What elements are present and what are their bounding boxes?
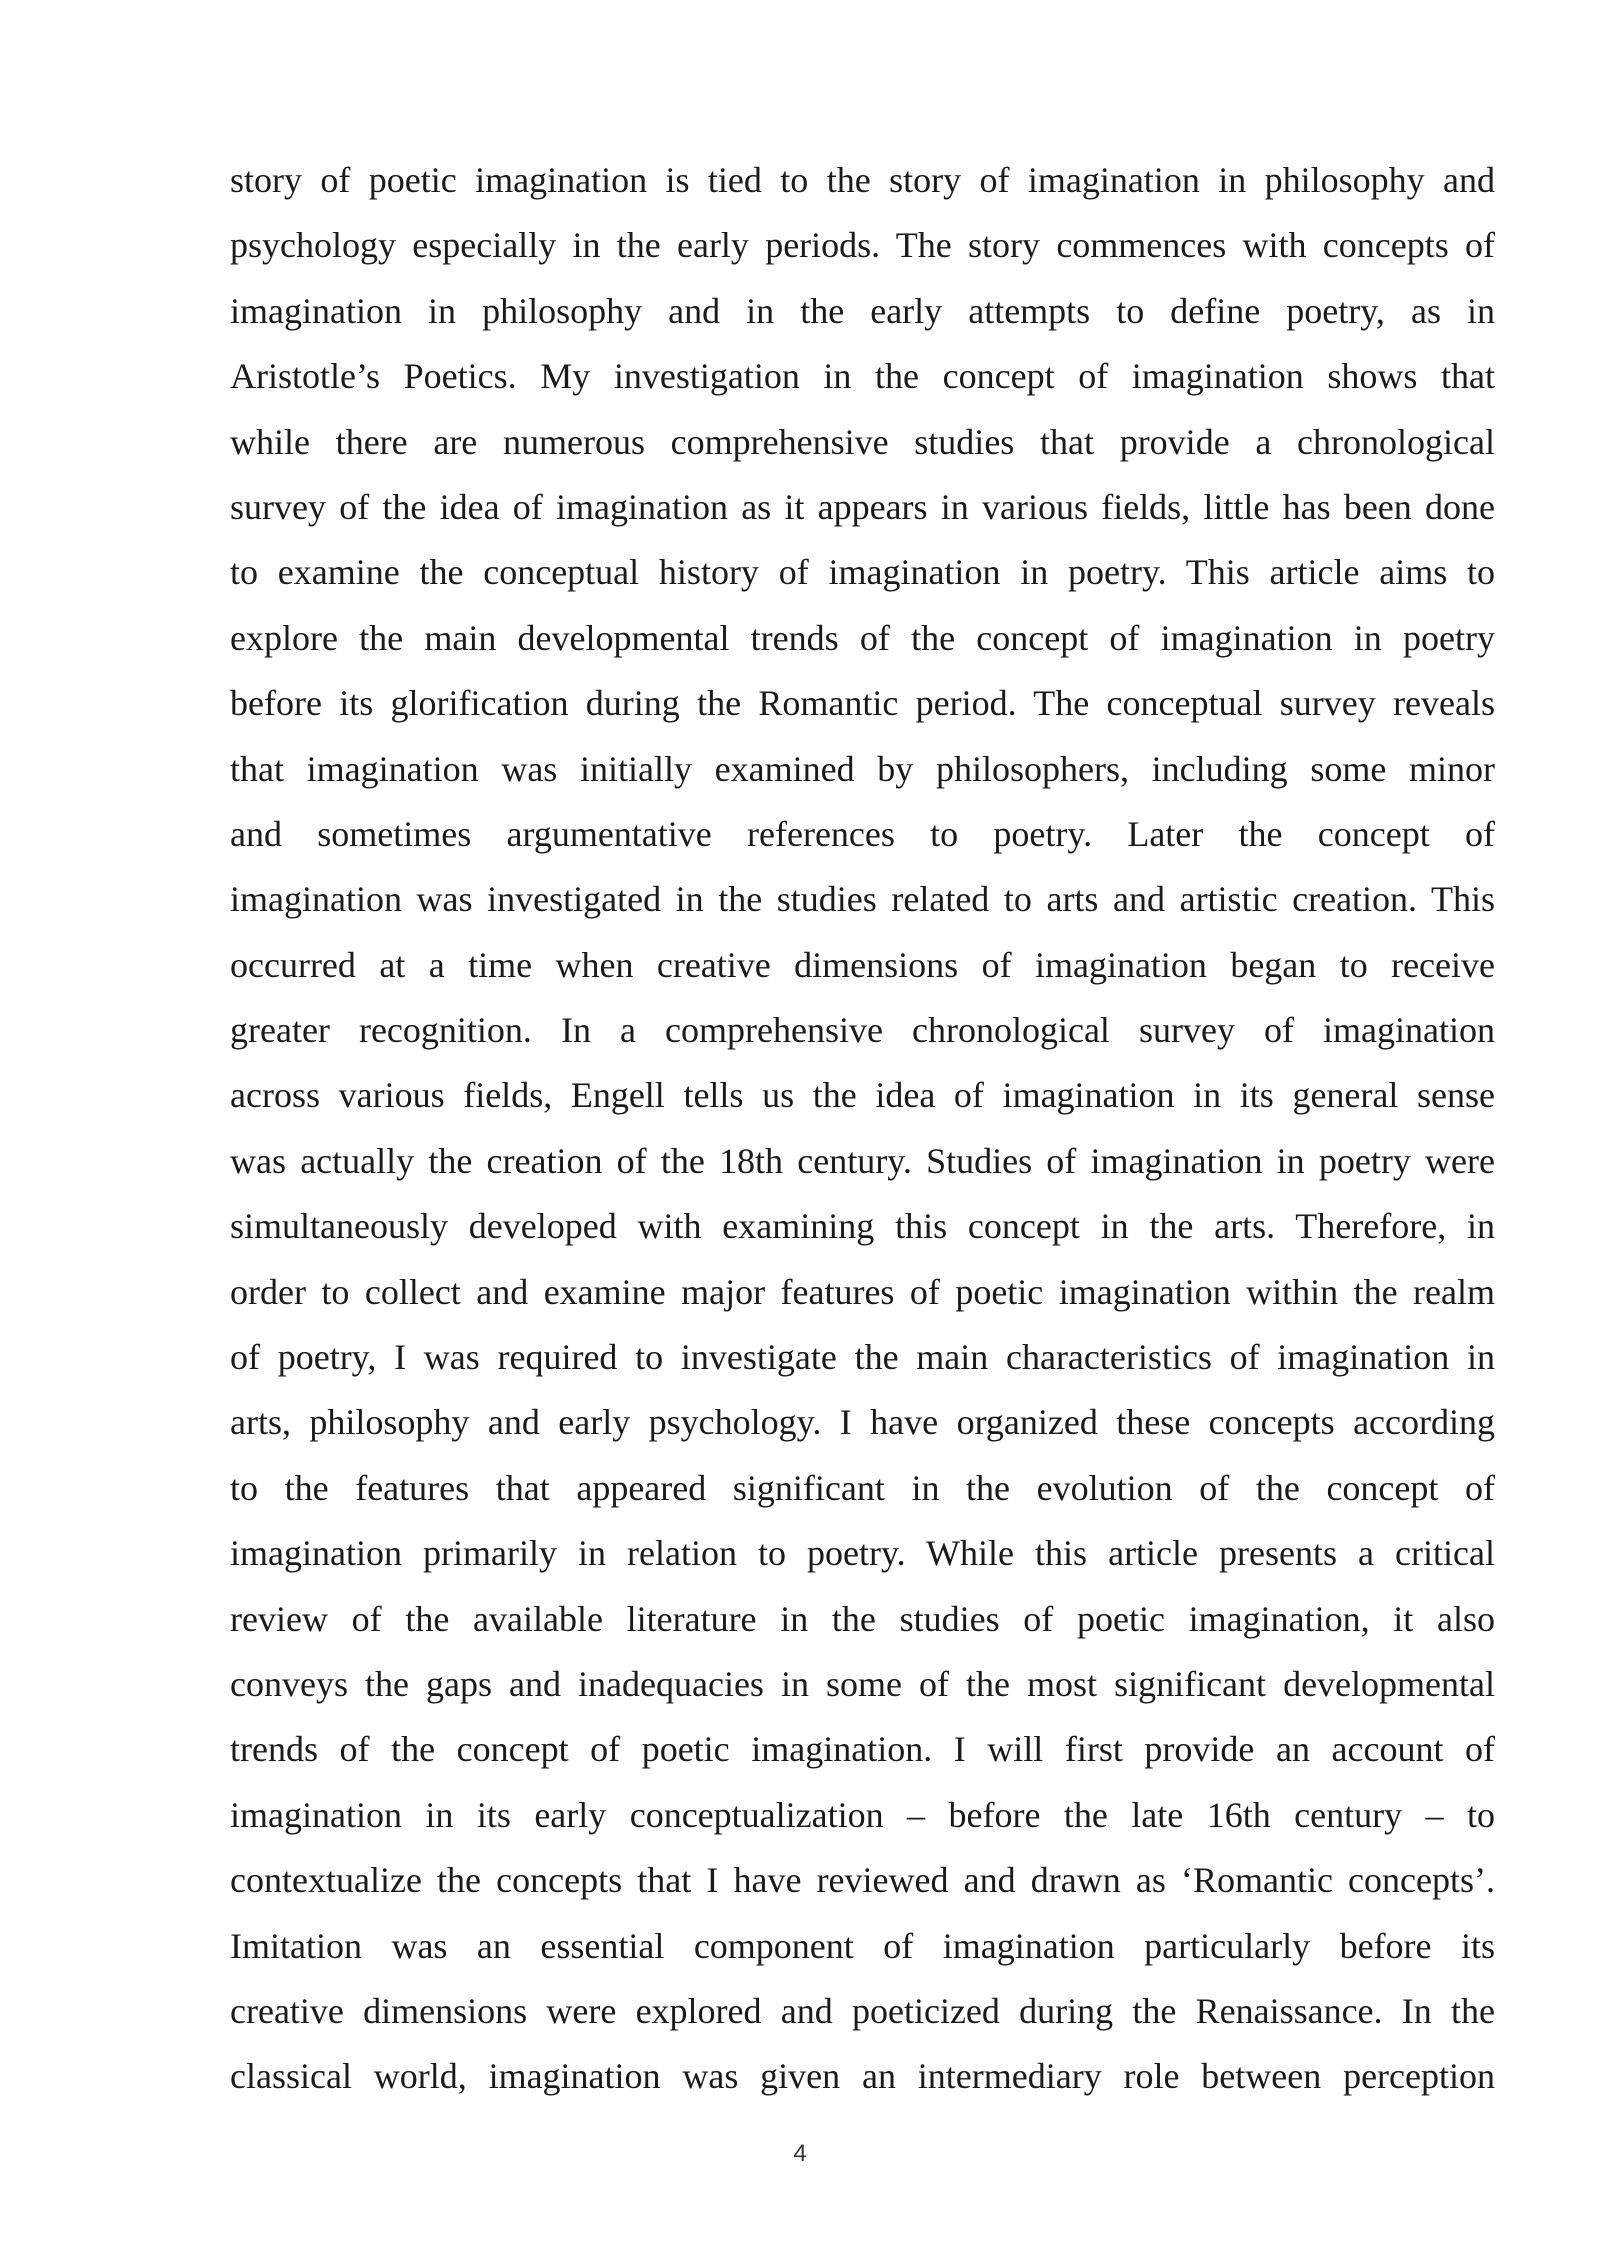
text-line: Aristotle’s Poetics. My investigation in the concept of imagination shows that: [230, 356, 1495, 397]
text-line: story of poetic imagination is tied to the story of imagination in philosophy and: [230, 160, 1495, 200]
text-line: to the features that appeared significant in the evolution of the concept of: [230, 1467, 1495, 1508]
text-line: explore the main developmental trends of the concept of imagination in poetry: [230, 617, 1495, 658]
text-line: conveys the gaps and inadequacies in some of the most significant developmental: [230, 1663, 1495, 1704]
text-line: classical world, imagination was given an intermediary role between perception: [230, 2056, 1495, 2097]
text-line: creative dimensions were explored and poeticized during the Renaissance. In the: [230, 1990, 1495, 2031]
text-line: while there are numerous comprehensive studies that provide a chronological: [230, 421, 1495, 462]
text-line: review of the available literature in the studies of poetic imagination, it also: [230, 1598, 1495, 1639]
text-line: across various fields, Engell tells us the idea of imagination in its general sense: [230, 1075, 1495, 1116]
text-line: contextualize the concepts that I have reviewed and drawn as ‘Romantic concepts’.: [230, 1860, 1495, 1901]
text-line: imagination was investigated in the studies related to arts and artistic creation. This: [230, 879, 1495, 920]
text-line: psychology especially in the early periods. The story commences with concepts of: [230, 225, 1495, 266]
text-line: arts, philosophy and early psychology. I have organized these concepts according: [230, 1402, 1495, 1443]
text-line: was actually the creation of the 18th century. Studies of imagination in poetry were: [230, 1140, 1495, 1181]
text-line: of poetry, I was required to investigate the main characteristics of imagination in: [230, 1337, 1495, 1378]
text-line: to examine the conceptual history of imagination in poetry. This article aims to: [230, 552, 1495, 593]
text-line: imagination in its early conceptualization – before the late 16th century – to: [230, 1794, 1495, 1835]
text-line: imagination in philosophy and in the early attempts to define poetry, as in: [230, 290, 1495, 331]
text-line: occurred at a time when creative dimensions of imagination began to receive: [230, 944, 1495, 985]
page-number: 4: [793, 2140, 807, 2167]
text-line: greater recognition. In a comprehensive chronological survey of imagination: [230, 1010, 1495, 1051]
body-paragraph: [230, 148, 1495, 2110]
text-line: imagination primarily in relation to poetry. While this article presents a critical: [230, 1533, 1495, 1574]
text-line: that imagination was initially examined by philosophers, including some minor: [230, 748, 1495, 789]
text-line: trends of the concept of poetic imagination. I will first provide an account of: [230, 1729, 1495, 1770]
text-line: order to collect and examine major features of poetic imagination within the realm: [230, 1271, 1495, 1312]
text-line: Imitation was an essential component of imagination particularly before its: [230, 1925, 1495, 1966]
text-line: survey of the idea of imagination as it appears in various fields, little has been done: [230, 486, 1495, 527]
text-line: before its glorification during the Romantic period. The conceptual survey reveals: [230, 683, 1495, 724]
text-line: and sometimes argumentative references to poetry. Later the concept of: [230, 813, 1495, 854]
text-line: simultaneously developed with examining this concept in the arts. Therefore, in: [230, 1206, 1495, 1247]
